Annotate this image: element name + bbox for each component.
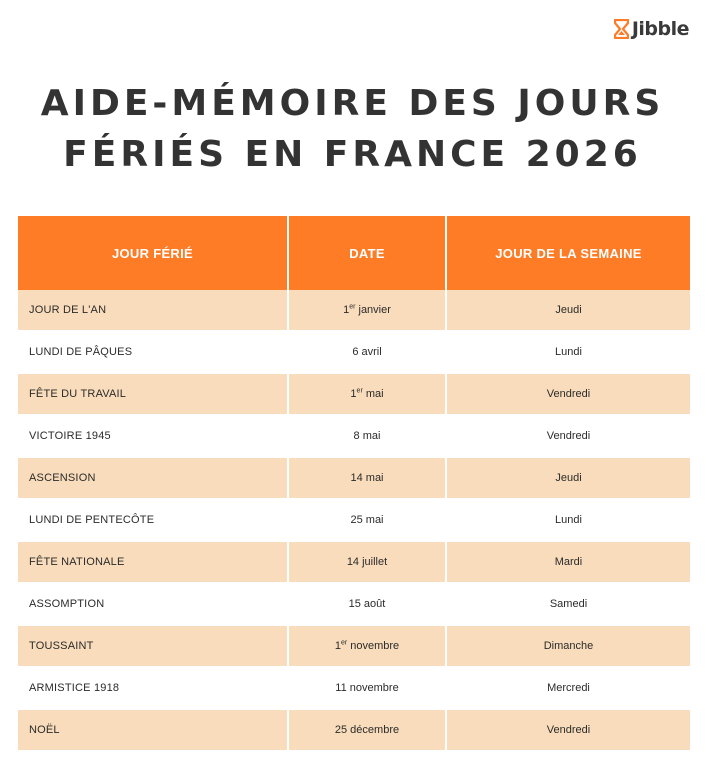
holiday-date <box>288 709 446 751</box>
date-day: 14 mai <box>350 472 384 484</box>
holiday-date <box>288 625 446 667</box>
date-month: mai <box>362 388 384 400</box>
holiday-date <box>288 583 446 625</box>
table-row <box>18 457 690 499</box>
date-day: 1 <box>350 388 357 400</box>
column-header-date: DATE <box>288 216 446 290</box>
holiday-name: JOUR DE L'AN <box>18 290 288 331</box>
holiday-weekday: Lundi <box>446 331 690 373</box>
holiday-name: ASSOMPTION <box>18 583 288 625</box>
title-line-1: AIDE-MÉMOIRE DES JOURS <box>40 83 665 124</box>
holiday-name: LUNDI DE PENTECÔTE <box>18 499 288 541</box>
table-body <box>18 290 690 751</box>
table-row <box>18 331 690 373</box>
holiday-weekday: Samedi <box>446 583 690 625</box>
holiday-weekday: Jeudi <box>446 457 690 499</box>
holiday-weekday: Mercredi <box>446 667 690 709</box>
column-header-weekday: JOUR DE LA SEMAINE <box>446 216 690 290</box>
holiday-weekday: Vendredi <box>446 373 690 415</box>
brand-logo <box>614 18 689 40</box>
table-row <box>18 290 690 331</box>
table-row <box>18 709 690 751</box>
holiday-date <box>288 373 446 415</box>
holiday-weekday: Jeudi <box>446 290 690 331</box>
date-day: 25 mai <box>350 514 384 526</box>
holiday-name: ASCENSION <box>18 457 288 499</box>
holiday-weekday: Vendredi <box>446 709 690 751</box>
holiday-name: LUNDI DE PÂQUES <box>18 331 288 373</box>
holiday-weekday: Mardi <box>446 541 690 583</box>
table-row <box>18 625 690 667</box>
date-day: 8 mai <box>353 430 381 442</box>
hourglass-icon <box>614 19 629 39</box>
date-day: 25 décembre <box>334 724 400 736</box>
date-day: 1 <box>343 304 350 316</box>
column-header-holiday: JOUR FÉRIÉ <box>18 216 288 290</box>
holiday-name: VICTOIRE 1945 <box>18 415 288 457</box>
holiday-date <box>288 331 446 373</box>
table-row <box>18 373 690 415</box>
holiday-weekday: Lundi <box>446 499 690 541</box>
table-row <box>18 499 690 541</box>
holiday-date <box>288 290 446 331</box>
date-ordinal-suffix: er <box>356 387 363 395</box>
date-ordinal-suffix: er <box>349 303 356 311</box>
date-day: 1 <box>334 640 341 652</box>
table-header <box>18 216 690 290</box>
holiday-date <box>288 457 446 499</box>
page-title <box>0 78 705 180</box>
brand-name: Jibble <box>631 18 689 40</box>
title-line-2: FÉRIÉS EN FRANCE 2026 <box>63 134 642 175</box>
table-row <box>18 583 690 625</box>
holiday-name: FÊTE NATIONALE <box>18 541 288 583</box>
date-month: janvier <box>355 304 391 316</box>
holiday-date <box>288 667 446 709</box>
date-day: 11 novembre <box>335 682 399 694</box>
holiday-weekday: Vendredi <box>446 415 690 457</box>
holiday-date <box>288 415 446 457</box>
table-row <box>18 415 690 457</box>
date-day: 14 juillet <box>346 556 388 568</box>
holiday-name: ARMISTICE 1918 <box>18 667 288 709</box>
holiday-date <box>288 499 446 541</box>
holiday-name: FÊTE DU TRAVAIL <box>18 373 288 415</box>
holidays-table <box>18 216 690 752</box>
holiday-name: TOUSSAINT <box>18 625 288 667</box>
holiday-weekday: Dimanche <box>446 625 690 667</box>
holiday-name: NOËL <box>18 709 288 751</box>
holiday-date <box>288 541 446 583</box>
table-row <box>18 667 690 709</box>
date-ordinal-suffix: er <box>340 639 348 647</box>
date-month: novembre <box>347 640 400 652</box>
table-row <box>18 541 690 583</box>
date-day: 6 avril <box>352 346 382 358</box>
date-day: 15 août <box>348 598 386 610</box>
